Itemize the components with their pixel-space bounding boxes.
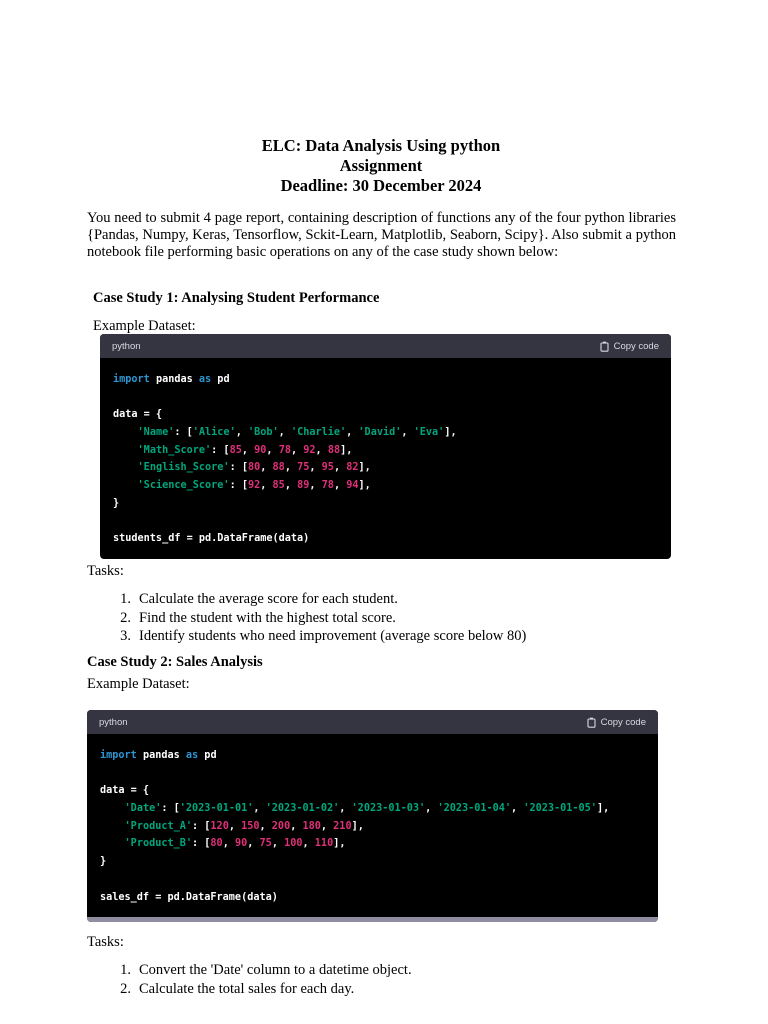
task-text: Find the student with the highest total score.: [139, 609, 396, 626]
code-line: sales_df = pd.DataFrame(data): [100, 891, 278, 903]
code-line: 'Date': ['2023-01-01', '2023-01-02', '2023-01-03', '2023-01-04', '2023-01-05'],: [124, 803, 610, 815]
horizontal-scrollbar[interactable]: [87, 917, 658, 922]
code-line: }: [100, 856, 107, 868]
list-item: 2. Find the student with the highest total score.: [120, 609, 396, 626]
code-line: 'Science_Score': [92, 85, 89, 78, 94],: [137, 480, 371, 492]
case1-tasks-label: Tasks:: [87, 563, 124, 579]
intro-paragraph: You need to submit 4 page report, containing description of functions any of the four python libraries {Pandas, Numpy, Keras, Tensorflow, Sckit-Learn, Matplotlib, Seaborn, Scipy}. Also submit a python notebook file performing basic operations on any of the case study shown below:: [87, 210, 676, 260]
code-language-label: python: [112, 340, 141, 352]
code-language-label: python: [99, 716, 128, 728]
code-line: [100, 765, 645, 783]
list-item: 2. Calculate the total sales for each day.: [120, 980, 355, 997]
copy-code-button[interactable]: [600, 341, 659, 352]
code-line: }: [113, 497, 120, 509]
case2-dataset-label: Example Dataset:: [87, 676, 190, 692]
case2-code-block: [87, 710, 658, 922]
copy-code-label: Copy code: [600, 716, 646, 728]
title-line-3: Deadline: 30 December 2024: [280, 176, 482, 195]
list-item: 1. Calculate the average score for each student.: [120, 591, 398, 607]
case1-dataset-label: Example Dataset:: [93, 318, 196, 334]
clipboard-icon: [600, 341, 610, 352]
code-header: [100, 334, 671, 358]
list-item: 1. Convert the 'Date' column to a datetime object.: [120, 962, 412, 978]
code-line: [100, 871, 645, 889]
case1-task-list: [106, 590, 526, 646]
code-line: 'Math_Score': [85, 90, 78, 92, 88],: [137, 444, 353, 456]
task-text: Calculate the average score for each student.: [139, 591, 398, 607]
code-line: import pandas as pd: [113, 374, 230, 385]
copy-code-button[interactable]: [587, 717, 646, 728]
code-header: [87, 710, 658, 734]
code-line: 'Name': ['Alice', 'Bob', 'Charlie', 'David', 'Eva'],: [137, 427, 457, 439]
code-line: import pandas as pd: [100, 750, 217, 761]
title-line-1: ELC: Data Analysis Using python: [261, 136, 501, 155]
clipboard-icon: [587, 717, 597, 728]
code-line: 'English_Score': [80, 88, 75, 95, 82],: [137, 462, 371, 474]
code-line: [113, 389, 658, 407]
code-line: 'Product_A': [120, 150, 200, 180, 210],: [124, 820, 364, 832]
copy-code-label: Copy code: [613, 340, 659, 352]
task-text: Identify students who need improvement (average score below 80): [139, 628, 527, 644]
task-text: Convert the 'Date' column to a datetime object.: [139, 962, 412, 978]
code-line: [113, 513, 658, 531]
code-body: [87, 734, 658, 906]
code-line: 'Product_B': [80, 90, 75, 100, 110],: [124, 838, 346, 850]
code-line: data = {: [100, 785, 150, 797]
case1-heading: Case Study 1: Analysing Student Performance: [93, 290, 380, 306]
code-body: [100, 358, 671, 548]
code-line: students_df = pd.DataFrame(data): [113, 533, 310, 545]
task-text: Calculate the total sales for each day.: [139, 980, 355, 997]
document-title: [0, 136, 762, 196]
case2-task-list: [106, 961, 412, 998]
case2-tasks-label: Tasks:: [87, 934, 124, 950]
code-line: data = {: [113, 409, 163, 421]
title-line-2: Assignment: [339, 156, 423, 175]
case2-heading: Case Study 2: Sales Analysis: [87, 654, 263, 670]
case1-code-block: [100, 334, 671, 559]
list-item: 3. Identify students who need improvement (average score below 80): [120, 628, 527, 644]
